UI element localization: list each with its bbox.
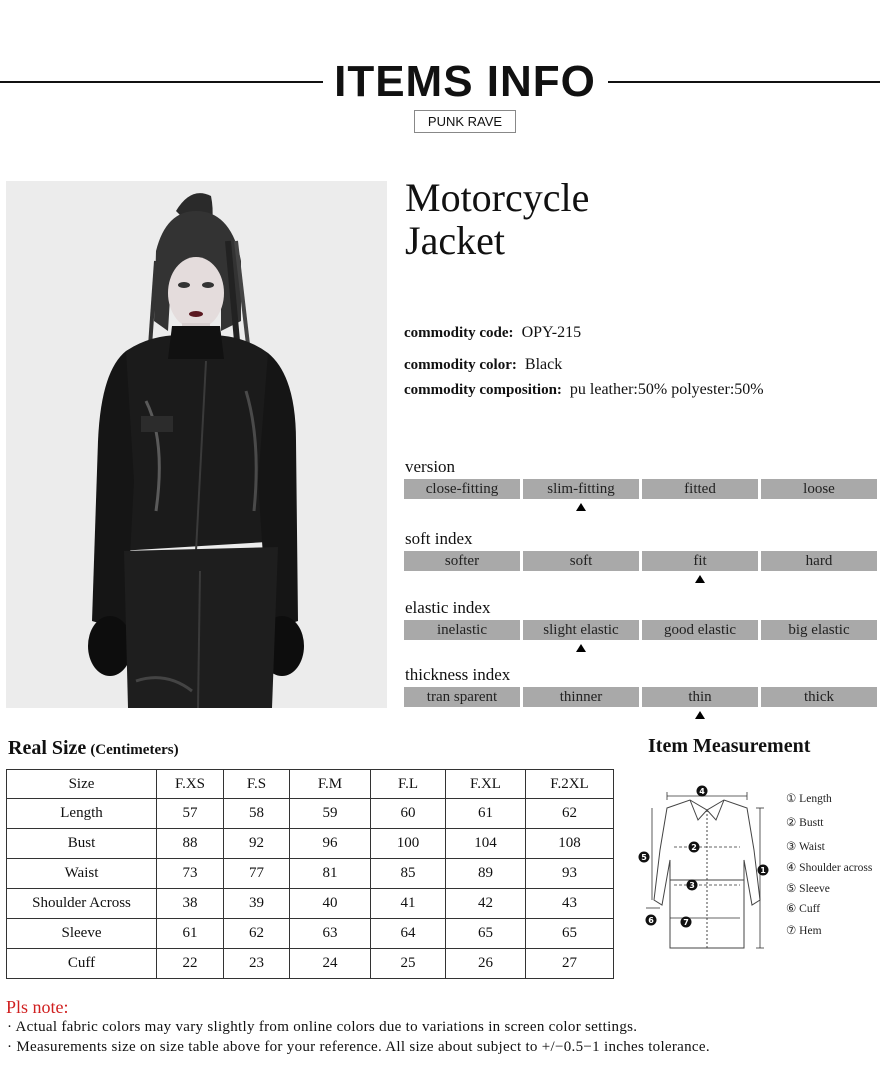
- legend-cuff: ⑥ Cuff: [786, 903, 821, 915]
- elastic-index-option: inelastic: [404, 620, 520, 640]
- note-line: · Actual fabric colors may vary slightly from online colors due to variations in screen color settings.: [7, 1019, 638, 1035]
- size-table-header-cell: F.XS: [157, 770, 224, 799]
- real-size-unit: (Centimeters): [90, 742, 179, 758]
- page-title: ITEMS INFO: [334, 57, 596, 106]
- size-table-header-cell: F.L: [371, 770, 446, 799]
- table-cell: 96: [290, 829, 371, 859]
- diagram-number-label: 5: [641, 853, 647, 862]
- thickness-index-option-label: thin: [688, 689, 712, 705]
- table-cell: Waist: [7, 859, 157, 889]
- thickness-index-option: [642, 687, 758, 707]
- legend-sleeve: ⑤ Sleeve: [786, 883, 830, 895]
- soft-index-option: softer: [404, 551, 520, 571]
- legend-hem: ⑦ Hem: [786, 925, 822, 937]
- table-cell: 62: [526, 799, 614, 829]
- attribute-composition: [404, 380, 764, 400]
- attribute-composition-value: pu leather:50% polyester:50%: [569, 381, 764, 398]
- table-cell: 24: [290, 949, 371, 979]
- soft-index-option-label: fit: [693, 553, 707, 569]
- attribute-code-value: OPY-215: [521, 324, 582, 341]
- size-table-header-cell: F.XL: [446, 770, 526, 799]
- size-table: [6, 769, 614, 979]
- table-cell: 73: [157, 859, 224, 889]
- size-table-header-cell: F.M: [290, 770, 371, 799]
- thickness-index-option: thinner: [523, 687, 639, 707]
- version-option: fitted: [642, 479, 758, 499]
- soft-index-option: hard: [761, 551, 877, 571]
- table-cell: 38: [157, 889, 224, 919]
- table-cell: 64: [371, 919, 446, 949]
- legend-waist: ③ Waist: [786, 841, 825, 853]
- diagram-number-label: 7: [683, 918, 689, 927]
- table-cell: 27: [526, 949, 614, 979]
- table-cell: Cuff: [7, 949, 157, 979]
- brand-badge: PUNK RAVE: [414, 110, 516, 133]
- thickness-index-option: thick: [761, 687, 877, 707]
- attribute-color: [404, 355, 562, 375]
- table-cell: Length: [7, 799, 157, 829]
- diagram-number-label: 1: [760, 866, 766, 875]
- size-table-header-cell: F.2XL: [526, 770, 614, 799]
- legend-length: ① Length: [786, 793, 832, 805]
- product-photo: [6, 181, 387, 708]
- table-cell: 43: [526, 889, 614, 919]
- table-cell: 42: [446, 889, 526, 919]
- table-cell: 39: [224, 889, 290, 919]
- soft-index-option: [642, 551, 758, 571]
- thickness-index-title: thickness index: [405, 665, 511, 684]
- table-cell: 100: [371, 829, 446, 859]
- attribute-composition-key: commodity composition:: [404, 382, 562, 398]
- legend-shoulder-across: ④ Shoulder across: [786, 862, 873, 874]
- thickness-index-scale: [404, 687, 877, 707]
- elastic-index-scale: [404, 620, 877, 640]
- table-cell: 41: [371, 889, 446, 919]
- diagram-number-label: 2: [691, 843, 697, 852]
- attribute-code: [404, 323, 581, 343]
- table-cell: 60: [371, 799, 446, 829]
- diagram-number-label: 3: [689, 881, 695, 890]
- soft-index-option: soft: [523, 551, 639, 571]
- selected-marker-icon: [576, 644, 586, 652]
- soft-index-title: soft index: [405, 529, 473, 548]
- elastic-index-option: [523, 620, 639, 640]
- elastic-index-title: elastic index: [405, 598, 491, 617]
- version-scale: [404, 479, 877, 499]
- measurement-diagram: [632, 780, 782, 955]
- table-cell: Sleeve: [7, 919, 157, 949]
- table-cell: 22: [157, 949, 224, 979]
- version-option-label: slim-fitting: [547, 481, 615, 497]
- item-measurement-title: Item Measurement: [648, 735, 811, 757]
- selected-marker-icon: [695, 575, 705, 583]
- version-option: loose: [761, 479, 877, 499]
- real-size-title: [8, 737, 179, 761]
- table-cell: 85: [371, 859, 446, 889]
- table-cell: 59: [290, 799, 371, 829]
- note-title: Pls note:: [6, 997, 69, 1017]
- table-cell: 81: [290, 859, 371, 889]
- table-cell: 88: [157, 829, 224, 859]
- table-row: [7, 829, 614, 859]
- table-cell: 104: [446, 829, 526, 859]
- table-cell: 25: [371, 949, 446, 979]
- attribute-color-value: Black: [524, 356, 563, 373]
- table-cell: 62: [224, 919, 290, 949]
- size-table-header-cell: Size: [7, 770, 157, 799]
- elastic-index-option: big elastic: [761, 620, 877, 640]
- product-name-line1: Motorcycle: [405, 175, 590, 220]
- table-cell: 93: [526, 859, 614, 889]
- table-row: [7, 889, 614, 919]
- selected-marker-icon: [695, 711, 705, 719]
- table-cell: 57: [157, 799, 224, 829]
- selected-marker-icon: [576, 503, 586, 511]
- legend-bust: ② Bustt: [786, 817, 824, 829]
- attribute-code-key: commodity code:: [404, 325, 514, 341]
- table-cell: 77: [224, 859, 290, 889]
- table-row: [7, 799, 614, 829]
- thickness-index-option: tran sparent: [404, 687, 520, 707]
- table-row: [7, 949, 614, 979]
- table-row: [7, 919, 614, 949]
- table-cell: Shoulder Across: [7, 889, 157, 919]
- size-table-header-cell: F.S: [224, 770, 290, 799]
- table-cell: 23: [224, 949, 290, 979]
- table-cell: 26: [446, 949, 526, 979]
- version-option: [523, 479, 639, 499]
- elastic-index-option: good elastic: [642, 620, 758, 640]
- elastic-index-option-label: slight elastic: [543, 622, 619, 638]
- attribute-color-key: commodity color:: [404, 357, 517, 373]
- table-cell: 61: [157, 919, 224, 949]
- table-cell: 108: [526, 829, 614, 859]
- size-table-header-row: [7, 770, 614, 799]
- soft-index-scale: [404, 551, 877, 571]
- table-cell: 40: [290, 889, 371, 919]
- table-cell: 89: [446, 859, 526, 889]
- diagram-number-label: 6: [648, 916, 654, 925]
- table-cell: 92: [224, 829, 290, 859]
- table-cell: 58: [224, 799, 290, 829]
- note-line: · Measurements size on size table above for your reference. All size about subject to +/−0.5−1 inches tolerance.: [7, 1039, 710, 1055]
- product-name: [405, 176, 589, 262]
- diagram-number-label: 4: [699, 787, 705, 796]
- table-row: [7, 859, 614, 889]
- table-cell: 63: [290, 919, 371, 949]
- table-cell: Bust: [7, 829, 157, 859]
- version-option: close-fitting: [404, 479, 520, 499]
- table-cell: 65: [526, 919, 614, 949]
- product-name-line2: Jacket: [405, 218, 505, 263]
- version-title: version: [405, 457, 456, 476]
- table-cell: 61: [446, 799, 526, 829]
- real-size-heading: Real Size: [8, 737, 87, 759]
- table-cell: 65: [446, 919, 526, 949]
